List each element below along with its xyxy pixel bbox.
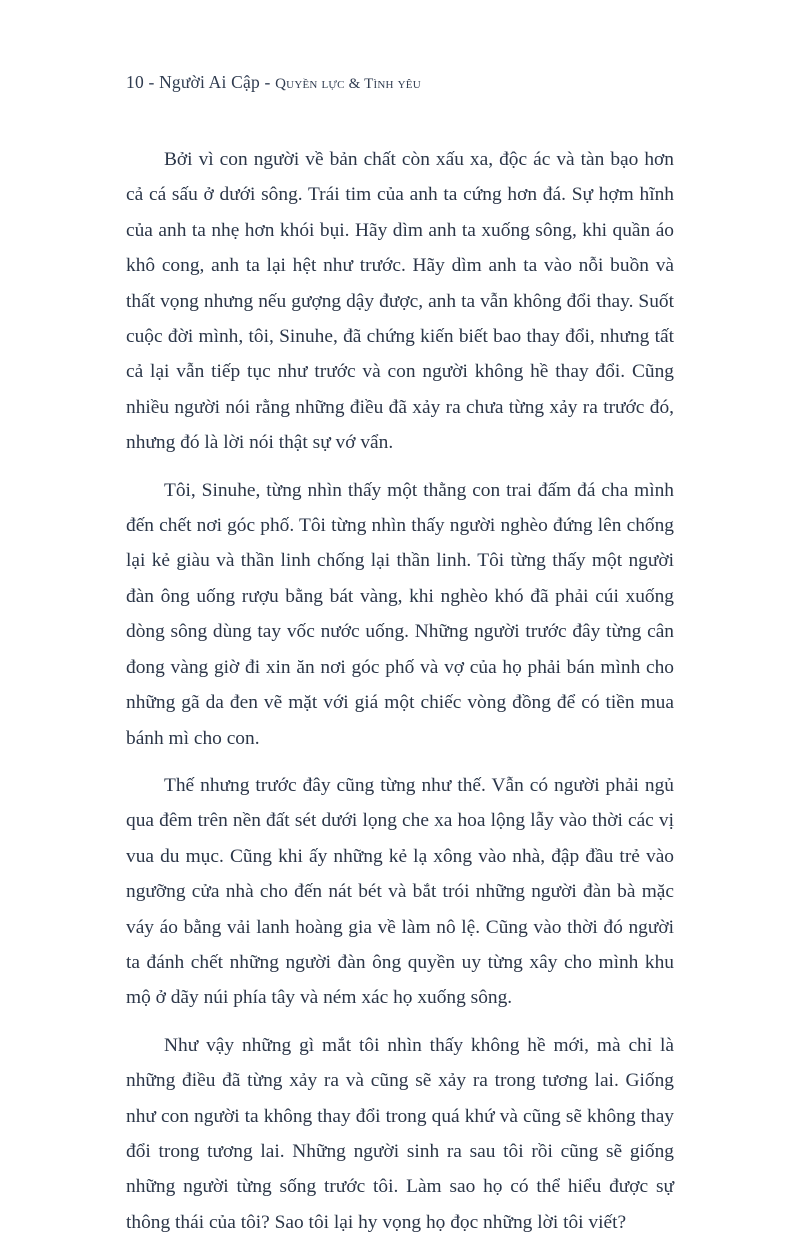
paragraph: Thế nhưng trước đây cũng từng như thế. Vẫn có người phải ngủ qua đêm trên nền đất sét dưới lọng che xa hoa lộng lẫy vào thời các vị vua du mục. Cũng khi ấy những kẻ lạ xông vào nhà, đập đầu trẻ vào ngưỡng cửa nhà cho đến nát bét và bắt trói những người đàn bà mặc váy áo bằng vải lanh hoàng gia về làm nô lệ. Cũng vào thời đó người ta đánh chết những người đàn ông quyền uy từng xây cho mình khu mộ ở dãy núi phía tây và ném xác họ xuống sông. <box>126 774 674 1009</box>
body-text <box>126 142 674 1240</box>
running-head-subtitle: Quyền lực & Tình yêu <box>275 76 421 92</box>
running-head <box>126 72 673 93</box>
paragraph: Tôi, Sinuhe, từng nhìn thấy một thằng con trai đấm đá cha mình đến chết nơi góc phố. Tôi từng nhìn thấy người nghèo đứng lên chống lại kẻ giàu và thần linh chống lại thần linh. Tôi từng thấy một người đàn ông uống rượu bằng bát vàng, khi nghèo khó đã phải cúi xuống dòng sông dùng tay vốc nước uống. Những người trước đây từng cân đong vàng giờ đi xin ăn nơi góc phố và vợ của họ phải bán mình cho những gã da đen vẽ mặt với giá một chiếc vòng đồng để có tiền mua bánh mì cho con. <box>126 479 674 749</box>
running-head-separator: - <box>259 72 276 92</box>
paragraph: Bởi vì con người về bản chất còn xấu xa, độc ác và tàn bạo hơn cả cá sấu ở dưới sông. Trái tim của anh ta cứng hơn đá. Sự hợm hĩnh của anh ta nhẹ hơn khói bụi. Hãy dìm anh ta xuống sông, khi quần áo khô cong, anh ta lại hệt như trước. Hãy dìm anh ta vào nỗi buồn và thất vọng nhưng nếu gượng dậy được, anh ta vẫn không đổi thay. Suốt cuộc đời mình, tôi, Sinuhe, đã chứng kiến biết bao thay đổi, nhưng tất cả lại vẫn tiếp tục như trước và con người không hề thay đổi. Cũng nhiều người nói rằng những điều đã xảy ra chưa từng xảy ra trước đó, nhưng đó là lời nói thật sự vớ vẩn. <box>126 149 674 454</box>
paragraph: Như vậy những gì mắt tôi nhìn thấy không hề mới, mà chỉ là những điều đã từng xảy ra và cũng sẽ xảy ra trong tương lai. Giống như con người ta không thay đổi trong quá khứ và cũng sẽ không thay đổi trong tương lai. Những người sinh ra sau tôi rồi cũng sẽ giống những người từng sống trước tôi. Làm sao họ có thể hiểu được sự thông thái của tôi? Sao tôi lại hy vọng họ đọc những lời tôi viết? <box>126 1034 674 1233</box>
running-head-book: 10 - Người Ai Cập <box>126 72 260 92</box>
